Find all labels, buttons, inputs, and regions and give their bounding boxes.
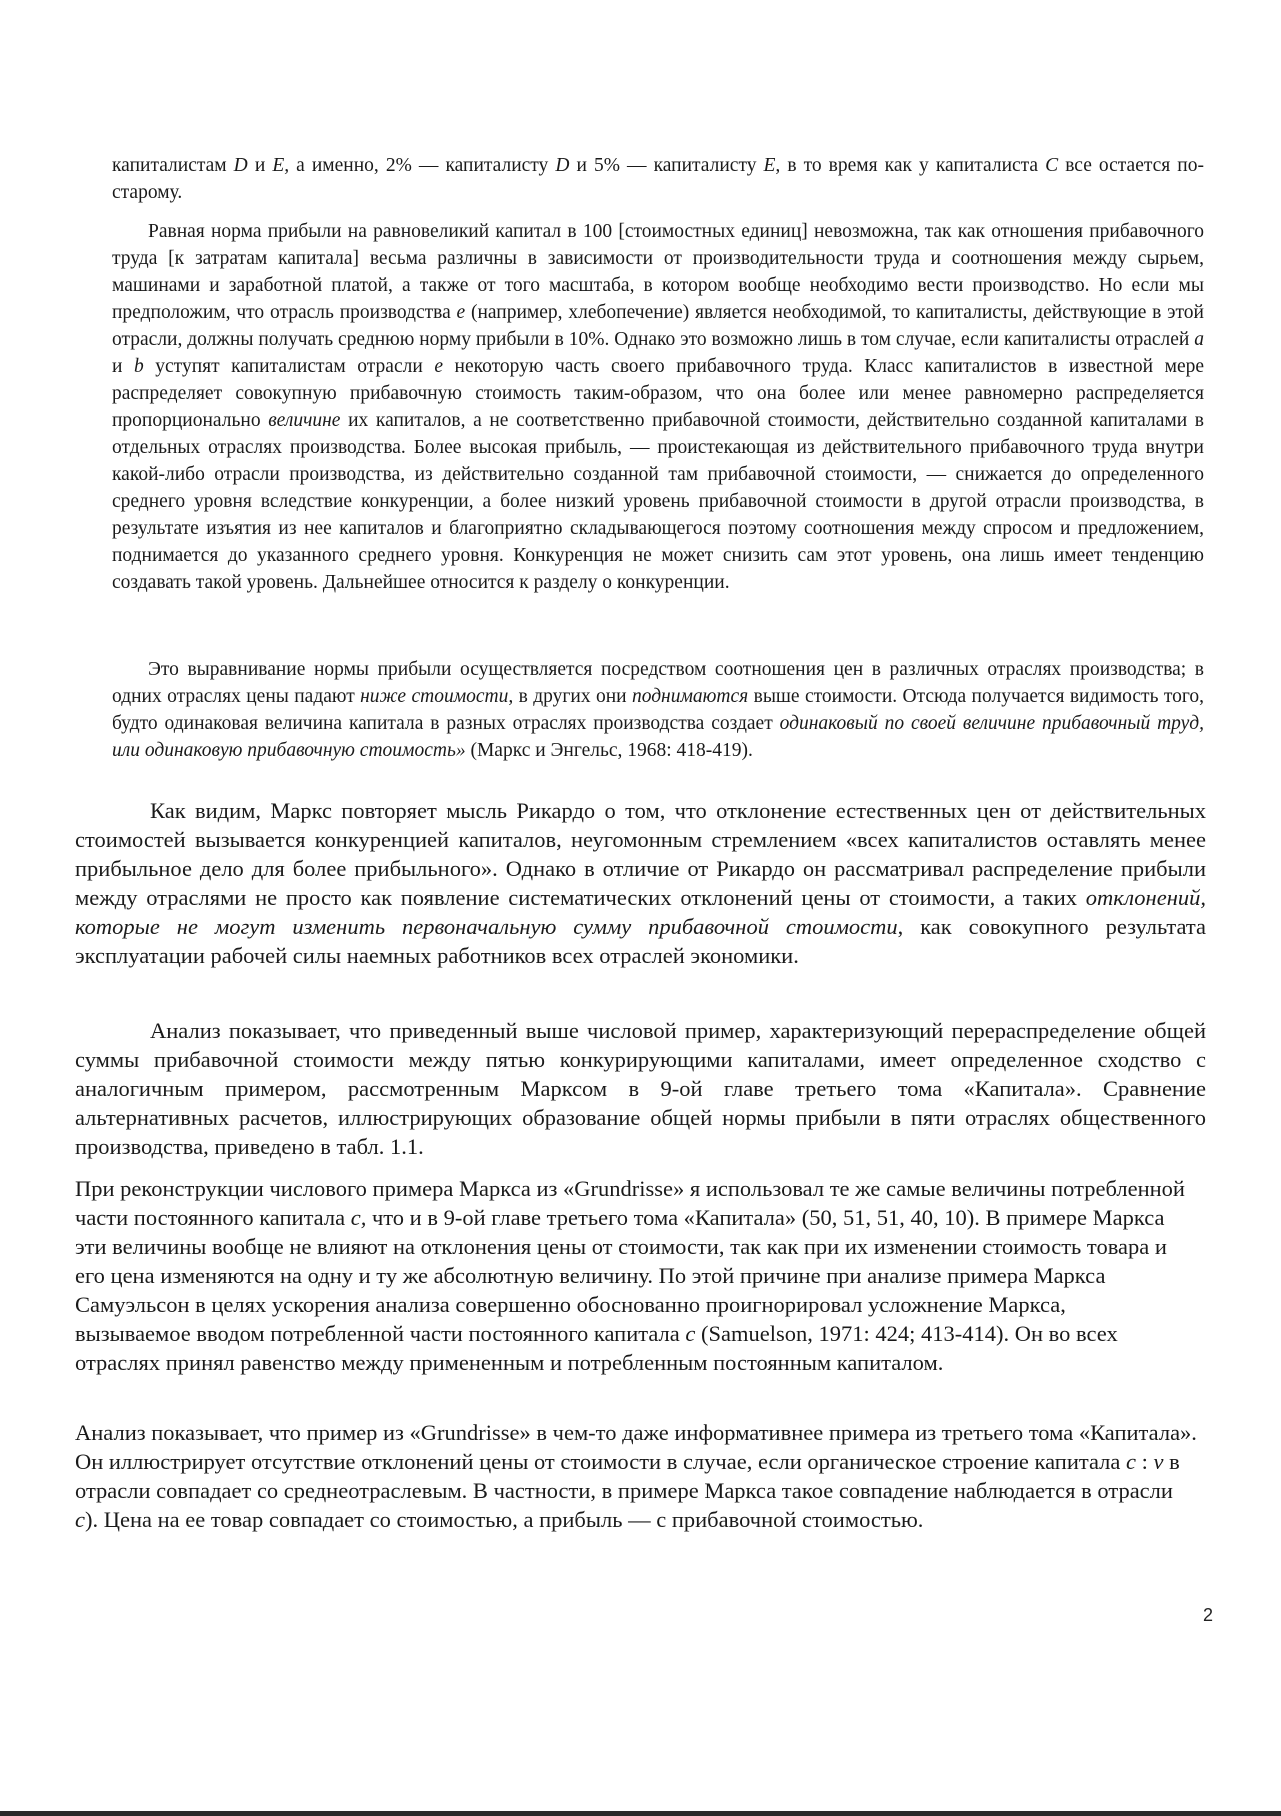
italic-run: v xyxy=(1153,1449,1164,1474)
text-run: и xyxy=(112,356,134,377)
italic-run: величине xyxy=(268,410,341,431)
text-run: некоторую часть своего прибавочного труда. Класс капиталистов в известной мере распределяет совокупную прибавочную стоимость таким-образом, что она более или менее равномерно распределяется пропорционально xyxy=(112,356,1205,431)
text-run: выше стоимости. Отсюда получается видимость того, будто одинаковая величина капитала в разных отраслях производства создает xyxy=(112,686,1204,734)
italic-run: ниже стоимости, xyxy=(360,686,514,707)
body-paragraph-4 xyxy=(75,1418,1200,1534)
italic-run: е xyxy=(434,356,443,377)
italic-run: е xyxy=(456,302,466,323)
italic-run: с xyxy=(685,1321,696,1346)
text-run: , как совокупного результата эксплуатации рабочей силы наемных работников всех отраслей экономики. xyxy=(75,914,1206,968)
text-run: Анализ показывает, что приведенный выше числовой пример, характеризующий перераспределение общей суммы прибавочной стоимости между пятью конкурирующими капиталами, имеет определенное сходство с аналогичным примером, рассмотренным Марксом в 9-ой главе третьего тома «Капитала». Сравнение альтернативных расчетов, иллюстрирующих образование общей нормы прибыли в пяти отраслях общественного производства, приведено в табл. 1.1. xyxy=(75,1018,1206,1159)
quote-paragraph-1 xyxy=(112,152,1204,206)
italic-run: E, xyxy=(272,155,290,176)
body-paragraph-3 xyxy=(75,1174,1185,1377)
text-run: Это выравнивание нормы прибыли осуществляется посредством соотношения цен в различных отраслях производства; в одних отраслях цены падают xyxy=(112,659,1204,707)
text-run: в отрасли совпадает со среднеотраслевым. В частности, в примере Маркса такое совпадение наблюдается в отрасли xyxy=(75,1449,1180,1503)
italic-run: одинаковый по своей величине прибавочный труд, или одинаковую прибавочную стоимость» xyxy=(112,713,1204,761)
text-run: и xyxy=(247,155,273,176)
text-run: (Samuelson, 1971: 424; 413-414). Он во всех отраслях принял равенство между примененным и потребленным постоянным капиталом. xyxy=(75,1321,1118,1375)
italic-run: с, xyxy=(350,1205,367,1230)
text-run: в то время как у капиталиста xyxy=(780,155,1046,176)
italic-run: D xyxy=(555,155,570,176)
text-run: капиталистам xyxy=(112,155,234,176)
italic-run: b xyxy=(133,356,144,377)
body-paragraph-2 xyxy=(75,1016,1206,1161)
italic-run: D xyxy=(233,155,248,176)
italic-run: с xyxy=(75,1507,85,1532)
italic-run: поднимаются xyxy=(631,686,749,707)
text-run: (например, хлебопечение) является необходимой, то капиталисты, действующие в этой отрасли, должны получать среднюю норму прибыли в 10%. Однако это возможно лишь в том случае, если капиталисты отраслей xyxy=(112,302,1204,350)
text-run: в других они xyxy=(513,686,632,707)
italic-run: отклонений, которые не могут изменить первоначальную сумму прибавочной стоимости xyxy=(75,885,1206,939)
italic-run: с xyxy=(1126,1449,1136,1474)
text-run: и 5% — капиталисту xyxy=(569,155,764,176)
text-run: Как видим, Маркс повторяет мысль Рикардо о том, что отклонение естественных цен от действительных стоимостей вызывается конкуренцией капиталов, неугомонным стремлением «всех капиталистов оставлять менее прибыльное дело для более прибыльного». Однако в отличие от Рикардо он рассматривал распределение прибыли между отраслями не просто как появление систематических отклонений цены от стоимости, а таких xyxy=(75,798,1206,910)
text-run: При реконструкции числового примера Маркса из «Grundrisse» я использовал те же самые величины потребленной части постоянного капитала xyxy=(75,1176,1185,1230)
text-run: все остается по-старому. xyxy=(112,155,1204,203)
quote-paragraph-2 xyxy=(112,218,1204,596)
text-run: Равная норма прибыли на равновеликий капитал в 100 [стоимостных единиц] невозможна, так как отношения прибавочного труда [к затратам капитала] весьма различны в зависимости от производительности труда и соотношения между сырьем, машинами и заработной платой, а также от того масштаба, в котором вообще необходимо вести производство. Но если мы предположим, что отрасль производства xyxy=(112,221,1204,323)
italic-run: E, xyxy=(763,155,781,176)
page-number: 2 xyxy=(1202,1605,1213,1625)
italic-run: C xyxy=(1045,155,1059,176)
text-run: ). Цена на ее товар совпадает со стоимостью, а прибыль — с прибавочной стоимостью. xyxy=(85,1507,924,1532)
quote-paragraph-3 xyxy=(112,656,1204,764)
text-run: что и в 9-ой главе третьего тома «Капитала» (50, 51, 51, 40, 10). В примере Маркса эти величины вообще не влияют на отклонения цены от стоимости, так как при их изменении стоимость товара и его цена изменяются на одну и ту же абсолютную величину. По этой причине при анализе примера Маркса Самуэльсон в целях ускорения анализа совершенно обоснованно проигнорировал усложнение Маркса, вызываемое вводом потребленной части постоянного капитала xyxy=(75,1205,1167,1346)
text-run: (Маркс и Энгельс, 1968: 418-419). xyxy=(465,740,753,761)
body-paragraph-1 xyxy=(75,796,1206,970)
text-run: : xyxy=(1136,1449,1154,1474)
text-run: а именно, 2% — капиталисту xyxy=(289,155,556,176)
italic-run: a xyxy=(1194,329,1204,350)
text-run: Анализ показывает, что пример из «Grundrisse» в чем-то даже информативнее примера из третьего тома «Капитала». Он иллюстрирует отсутствие отклонений цены от стоимости в случае, если органическое строение капитала xyxy=(75,1420,1197,1474)
text-run: уступят капиталистам отрасли xyxy=(143,356,435,377)
text-run: их капиталов, а не соответственно прибавочной стоимости, действительно созданной капиталами в отдельных отраслях производства. Более высокая прибыль, — проистекающая из действительного прибавочного труда внутри какой-либо отрасли производства, из действительно созданной там прибавочной стоимости, — снижается до определенного среднего уровня вследствие конкуренции, а более низкий уровень прибавочной стоимости в другой отрасли производства, в результате изъятия из нее капиталов и благоприятно складывающегося поэтому соотношения между спросом и предложением, поднимается до указанного среднего уровня. Конкуренция не может снизить сам этот уровень, она лишь имеет тенденцию создавать такой уровень. Дальнейшее относится к разделу о конкуренции. xyxy=(112,410,1204,593)
bottom-border xyxy=(0,1811,1281,1816)
